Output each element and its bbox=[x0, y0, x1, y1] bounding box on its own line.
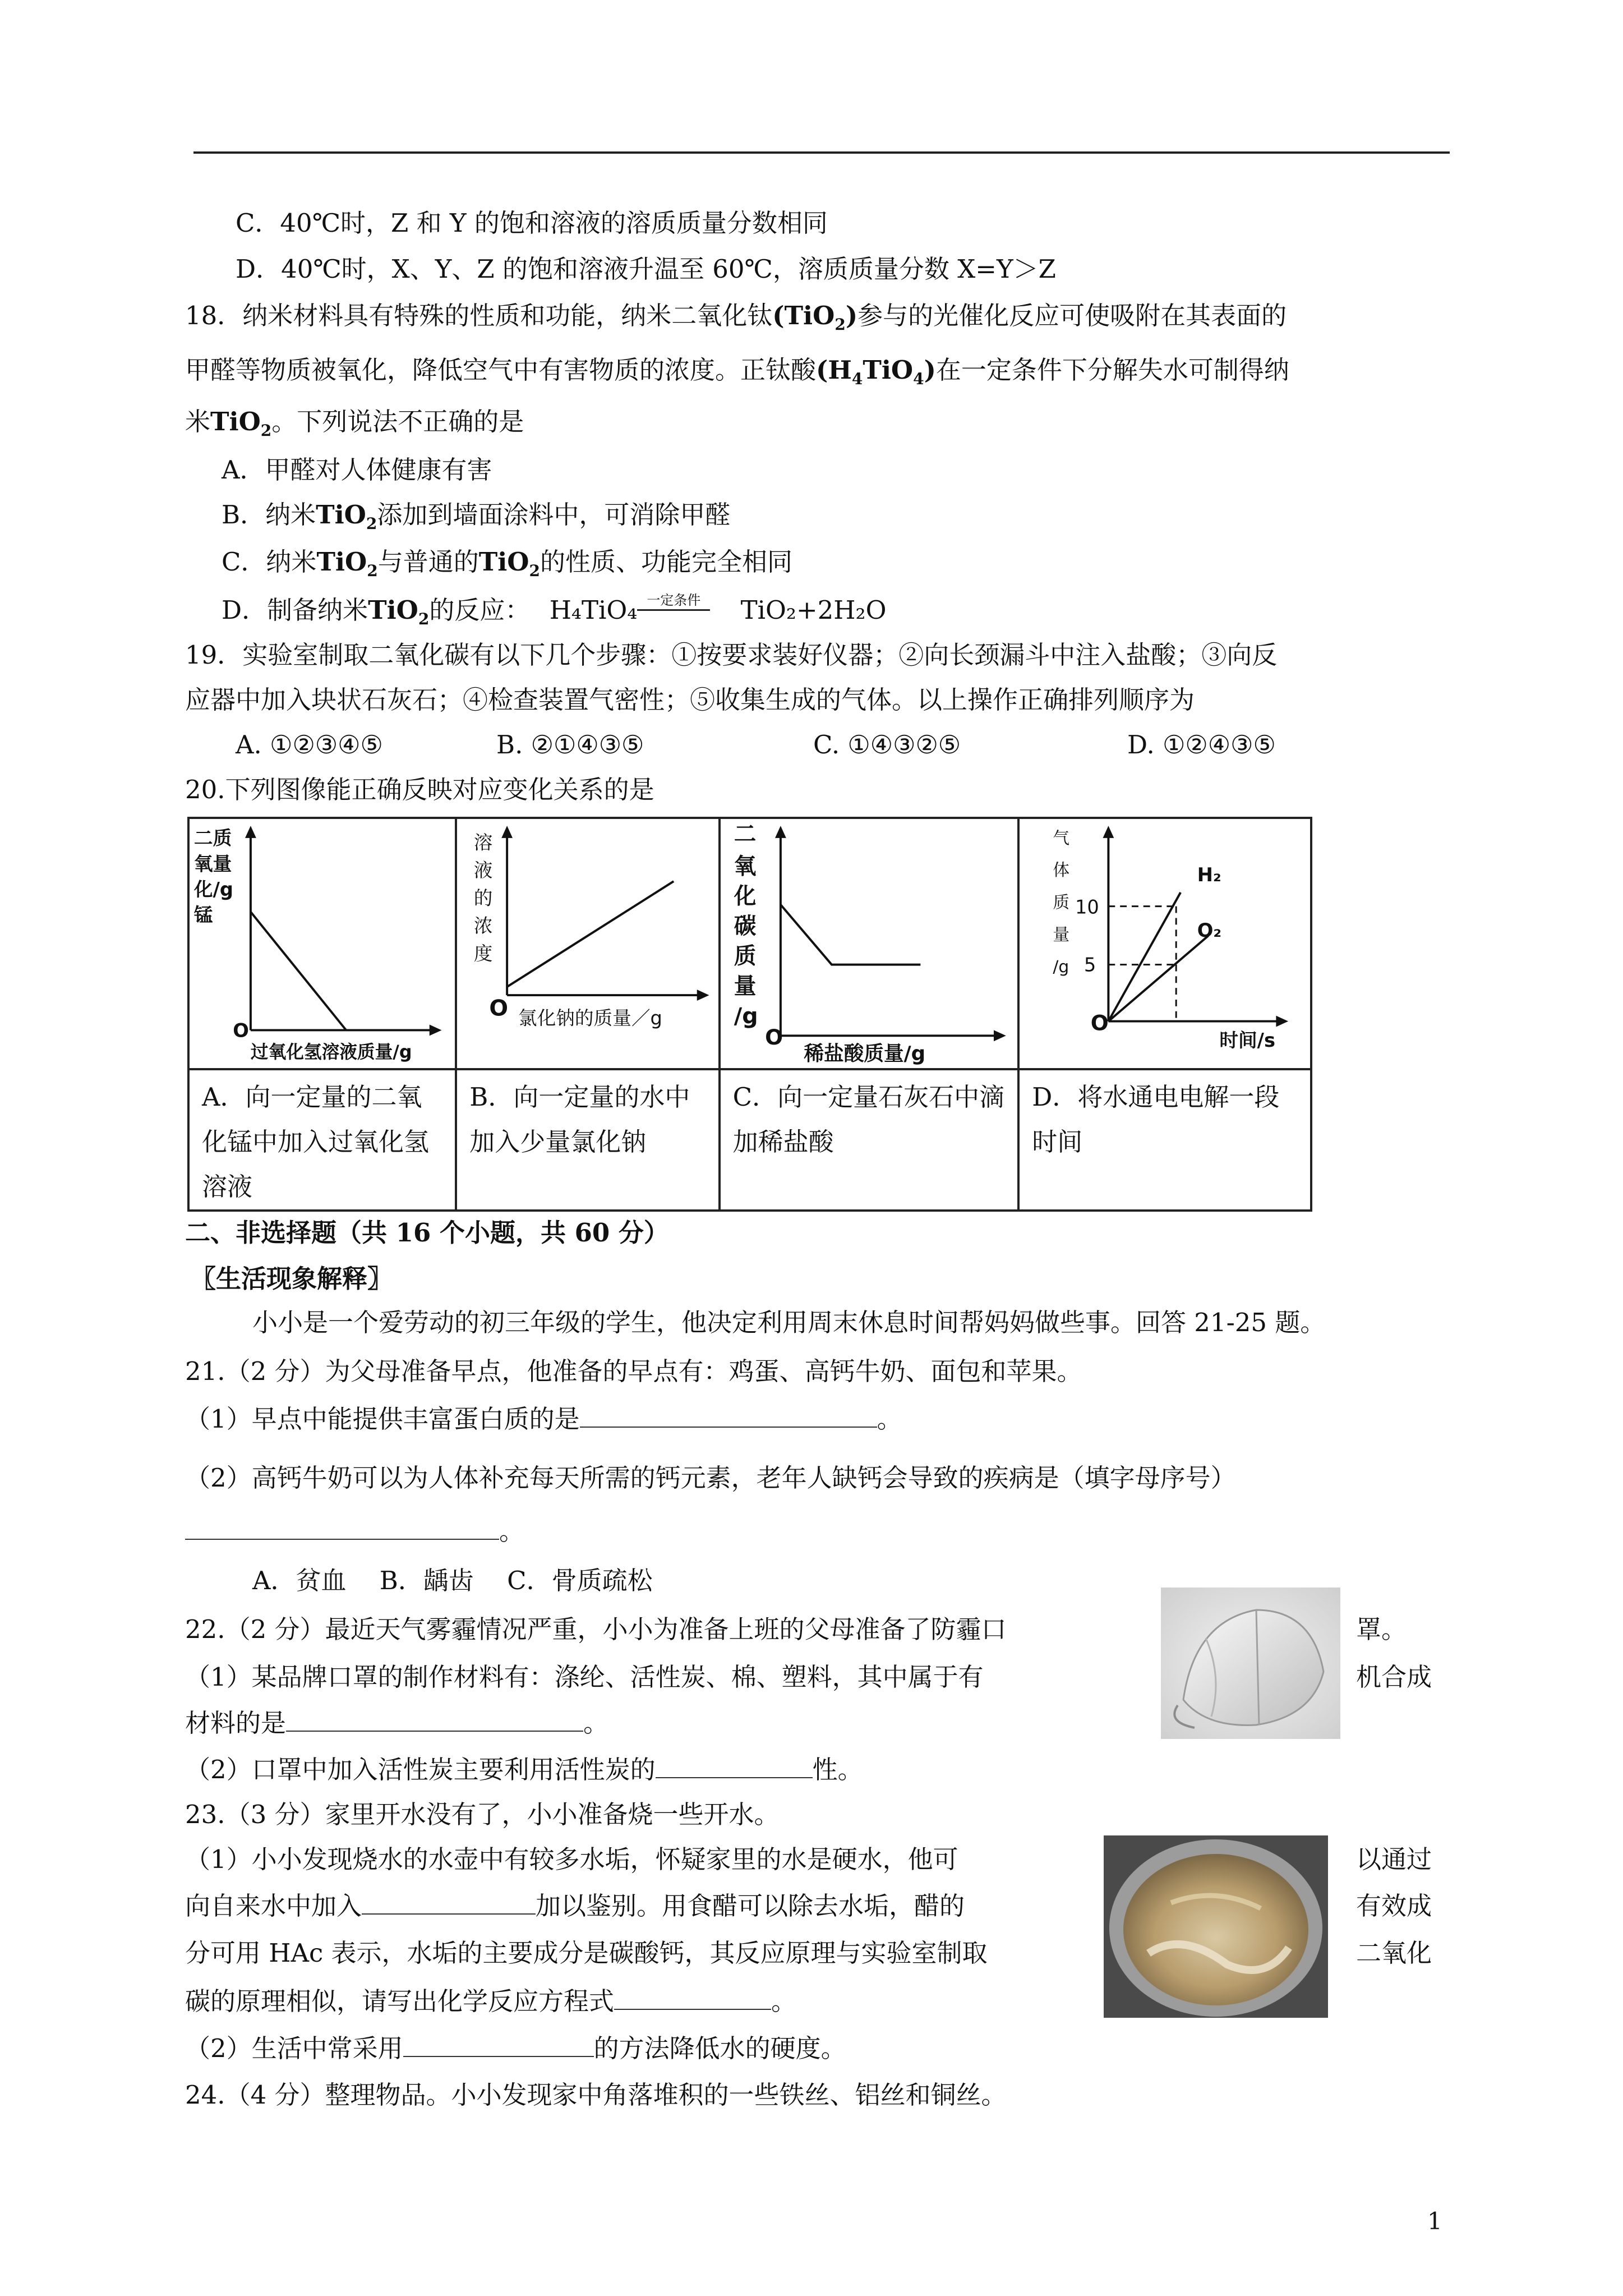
q21-options: A．贫血 B．龋齿 C．骨质疏松 bbox=[252, 1566, 653, 1595]
graph-d bbox=[1020, 819, 1310, 1066]
q23-stem: 23.（3 分）家里开水没有了，小小准备烧一些开水。 bbox=[185, 1800, 780, 1829]
q21-stem: 21.（2 分）为父母准备早点，他准备的早点有：鸡蛋、高钙牛奶、面包和苹果。 bbox=[185, 1356, 1082, 1386]
q22-line-2: （1）某品牌口罩的制作材料有：涤纶、活性炭、棉、塑料，其中属于有 bbox=[185, 1662, 984, 1692]
graph-d-o2-line bbox=[1109, 936, 1209, 1021]
caption-d: D．将水通电电解一段时间 bbox=[1032, 1082, 1280, 1157]
page-number: 1 bbox=[1427, 2207, 1442, 2235]
graph-c-origin: O bbox=[764, 1025, 783, 1050]
q21-answer-blank-2[interactable] bbox=[185, 1516, 499, 1540]
q17-option-d: D．40℃时，X、Y、Z 的饱和溶液升温至 60℃，溶质质量分数 X=Y＞Z bbox=[236, 254, 1056, 284]
q22-answer-blank-2[interactable] bbox=[656, 1755, 813, 1778]
graph-b-cell bbox=[456, 818, 719, 1069]
graph-b-curve bbox=[507, 881, 674, 987]
caption-d-cell bbox=[1018, 1069, 1311, 1211]
q22-line-4: （2）口罩中加入活性炭主要利用活性炭的 性。 bbox=[185, 1755, 863, 1784]
graph-a-y-arrow bbox=[245, 826, 256, 838]
q18-line-3: 米TiO$_2$。下列说法不正确的是 bbox=[185, 407, 524, 440]
svg-text:体: 体 bbox=[1053, 861, 1070, 881]
graph-c-ylabel bbox=[733, 821, 758, 1029]
graph-b-y-arrow bbox=[501, 826, 513, 838]
svg-text:量: 量 bbox=[1053, 925, 1070, 945]
svg-text:锰: 锰 bbox=[193, 904, 213, 926]
graph-d-x-arrow bbox=[1276, 1016, 1289, 1027]
graph-b-xlabel: 氯化钠的质量／g bbox=[518, 1007, 663, 1029]
svg-text:/g: /g bbox=[734, 1003, 758, 1029]
graph-b bbox=[457, 819, 718, 1066]
svg-text:二: 二 bbox=[734, 821, 757, 847]
svg-text:液: 液 bbox=[473, 859, 493, 882]
q18-line-2: 甲醛等物质被氧化，降低空气中有害物质的浓度。正钛酸$(H_4TiO_4)$在一定条件下分解失水可制得纳 bbox=[185, 355, 1289, 388]
q19-option-c: C. ①④③②⑤ bbox=[813, 730, 961, 760]
graph-d-ylabel bbox=[1053, 829, 1070, 977]
section-2-subtitle: 〖生活现象解释〗 bbox=[191, 1264, 393, 1294]
graph-a-ylabel bbox=[193, 827, 233, 926]
q22-line-3: 材料的是 。 bbox=[185, 1708, 609, 1738]
q21-part-2-answer: 。 bbox=[185, 1515, 524, 1548]
graph-a-origin: O bbox=[233, 1019, 249, 1042]
graph-a-cell bbox=[188, 818, 456, 1069]
caption-a-cell bbox=[188, 1069, 456, 1211]
graph-c-cell bbox=[720, 818, 1019, 1069]
q23-line-2-end: 有效成 bbox=[1356, 1891, 1432, 1921]
svg-text:二质: 二质 bbox=[193, 827, 232, 849]
svg-text:浓: 浓 bbox=[473, 915, 493, 937]
graph-d-o2-label: O₂ bbox=[1197, 919, 1222, 942]
q22-line-1: 22.（2 分）最近天气雾霾情况严重，小小为准备上班的父母准备了防霾口 bbox=[185, 1614, 1007, 1644]
graph-c-curve bbox=[781, 905, 920, 965]
q21-part-2: （2）高钙牛奶可以为人体补充每天所需的钙元素，老年人缺钙会导致的疾病是（填字母序号） bbox=[185, 1463, 1236, 1493]
q23-line-4: 碳的原理相似，请写出化学反应方程式 。 bbox=[185, 1986, 797, 2016]
q18-option-d: D．制备纳米TiO$_2$的反应： H₄TiO₄ 一定条件 TiO₂+2H₂O bbox=[222, 593, 886, 636]
caption-c-cell bbox=[720, 1069, 1019, 1211]
q17-option-c: C．40℃时，Z 和 Y 的饱和溶液的溶质质量分数相同 bbox=[236, 208, 828, 238]
svg-text:度: 度 bbox=[473, 942, 493, 965]
svg-text:质: 质 bbox=[1053, 892, 1070, 913]
graph-b-origin: O bbox=[489, 995, 509, 1022]
mask-photo bbox=[1161, 1588, 1340, 1739]
q23-line-3: 分可用 HAc 表示，水垢的主要成分是碳酸钙，其反应原理与实验室制取 bbox=[185, 1938, 988, 1968]
graph-a bbox=[190, 819, 455, 1066]
caption-b: B．向一定量的水中加入少量氯化钠 bbox=[469, 1082, 690, 1157]
q23-line-3-end: 二氧化 bbox=[1356, 1938, 1432, 1968]
q23-answer-blank-2[interactable] bbox=[614, 1986, 771, 2010]
graph-b-x-arrow bbox=[697, 990, 709, 1001]
q23-answer-blank-1[interactable] bbox=[362, 1891, 536, 1915]
reaction-arrow bbox=[637, 609, 710, 611]
caption-c: C．向一定量石灰石中滴加稀盐酸 bbox=[732, 1082, 1005, 1157]
graph-c bbox=[721, 819, 1018, 1066]
graph-d-h2-line bbox=[1109, 892, 1181, 1022]
kettle-scale-photo bbox=[1104, 1835, 1328, 2018]
graph-a-xlabel: 过氧化氢溶液质量/g bbox=[250, 1042, 412, 1062]
svg-text:气: 气 bbox=[1053, 828, 1070, 848]
q19-line-1: 19．实验室制取二氧化碳有以下几个步骤：①按要求装好仪器；②向长颈漏斗中注入盐酸；③向反 bbox=[185, 640, 1278, 670]
q23-answer-blank-3[interactable] bbox=[403, 2033, 594, 2057]
graph-c-y-arrow bbox=[775, 826, 786, 838]
svg-text:碳: 碳 bbox=[734, 913, 757, 940]
q20-figure-table bbox=[187, 817, 1312, 1212]
graph-d-y-arrow bbox=[1103, 826, 1114, 838]
svg-text:化: 化 bbox=[734, 883, 757, 909]
q19-option-a: A. ①②③④⑤ bbox=[236, 730, 383, 760]
q19-option-b: B. ②①④③⑤ bbox=[496, 730, 644, 760]
q19-line-2: 应器中加入块状石灰石；④检查装置气密性；⑤收集生成的气体。以上操作正确排列顺序为 bbox=[185, 685, 1195, 715]
graph-d-h2-label: H₂ bbox=[1197, 864, 1221, 886]
q23-line-1-end: 以通过 bbox=[1356, 1844, 1432, 1874]
q24-stem: 24.（4 分）整理物品。小小发现家中角落堆积的一些铁丝、铝丝和铜丝。 bbox=[185, 2080, 1007, 2110]
q20-stem: 20.下列图像能正确反映对应变化关系的是 bbox=[185, 775, 654, 804]
graph-b-ylabel bbox=[474, 832, 493, 965]
q18-option-b: B．纳米TiO$_2$添加到墙面涂料中，可消除甲醛 bbox=[222, 500, 731, 533]
svg-text:的: 的 bbox=[473, 887, 493, 909]
svg-text:量: 量 bbox=[734, 973, 757, 1000]
header-rule bbox=[193, 151, 1450, 154]
svg-text:化/g: 化/g bbox=[193, 878, 233, 900]
graph-a-x-arrow bbox=[430, 1025, 442, 1036]
svg-text:氧量: 氧量 bbox=[193, 853, 232, 875]
graph-a-curve bbox=[251, 912, 346, 1030]
q18-option-c: C．纳米TiO$_2$与普通的TiO$_2$的性质、功能完全相同 bbox=[222, 547, 792, 580]
svg-text:质: 质 bbox=[734, 943, 757, 969]
caption-a: A．向一定量的二氧化锰中加入过氧化氢溶液 bbox=[202, 1082, 430, 1202]
graph-c-x-arrow bbox=[994, 1030, 1006, 1041]
graph-d-origin: O bbox=[1090, 1010, 1109, 1036]
section-2-title: 二、非选择题（共 16 个小题，共 60 分） bbox=[185, 1218, 669, 1248]
kettle-scale-image bbox=[1104, 1835, 1328, 2018]
graph-d-xlabel: 时间/s bbox=[1219, 1029, 1276, 1052]
svg-text:氧: 氧 bbox=[734, 853, 757, 880]
q18-line-1: 18．纳米材料具有特殊的性质和功能，纳米二氧化钛(TiO$_2$)参与的光催化反应可使吸附在其表面的 bbox=[185, 301, 1287, 334]
graph-c-xlabel: 稀盐酸质量/g bbox=[804, 1042, 925, 1065]
q23-line-1: （1）小小发现烧水的水壶中有较多水垢，怀疑家里的水是硬水，他可 bbox=[185, 1844, 958, 1874]
caption-b-cell bbox=[456, 1069, 719, 1211]
q18-option-a: A．甲醛对人体健康有害 bbox=[222, 455, 492, 485]
mask-image bbox=[1161, 1588, 1340, 1739]
q22-answer-blank-1[interactable] bbox=[286, 1708, 583, 1732]
graph-d-tick-10: 10 bbox=[1075, 896, 1100, 918]
graph-d-cell bbox=[1018, 818, 1311, 1069]
section-2-intro: 小小是一个爱劳动的初三年级的学生，他决定利用周末休息时间帮妈妈做些事。回答 21-25 题。 bbox=[252, 1308, 1326, 1337]
q22-line-2-end: 机合成 bbox=[1356, 1662, 1432, 1692]
q23-line-2: 向自来水中加入 加以鉴别。用食醋可以除去水垢，醋的 bbox=[185, 1891, 965, 1921]
graph-d-tick-5: 5 bbox=[1084, 954, 1096, 976]
reaction-condition: 一定条件 bbox=[647, 592, 701, 608]
q19-option-d: D. ①②④③⑤ bbox=[1127, 730, 1276, 760]
q23-line-5: （2）生活中常采用 的方法降低水的硬度。 bbox=[185, 2033, 846, 2063]
q21-part-1: （1）早点中能提供丰富蛋白质的是 。 bbox=[185, 1404, 902, 1434]
q21-answer-blank-1[interactable] bbox=[580, 1404, 877, 1428]
q22-line-1-end: 罩。 bbox=[1356, 1614, 1407, 1644]
svg-text:溶: 溶 bbox=[473, 831, 493, 854]
svg-text:/g: /g bbox=[1053, 957, 1069, 977]
